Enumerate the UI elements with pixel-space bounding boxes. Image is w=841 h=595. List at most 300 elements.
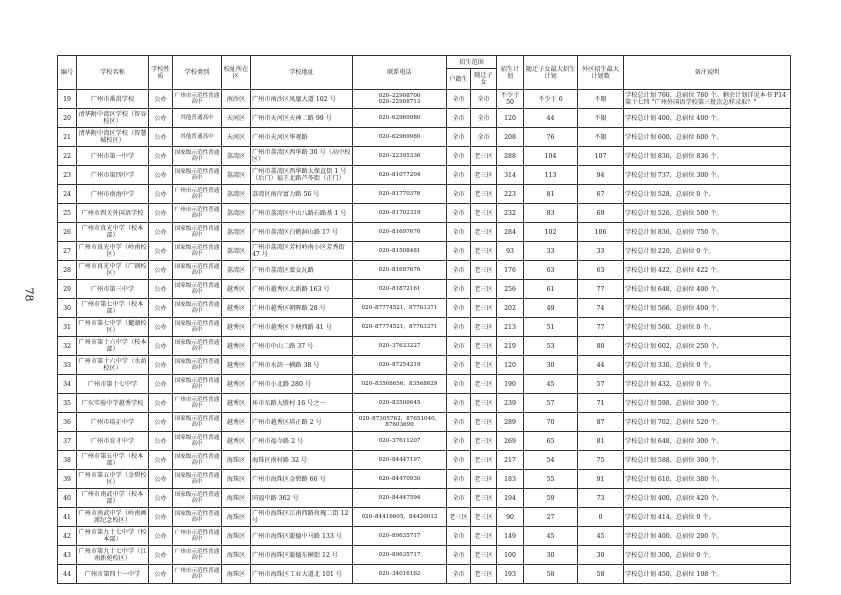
cell-nature: 公办 xyxy=(149,280,173,299)
cell-district: 海珠区 xyxy=(222,470,251,489)
header-district: 校址所在区 xyxy=(222,56,251,90)
cell-no: 43 xyxy=(58,546,77,565)
cell-plan: 193 xyxy=(497,565,524,584)
cell-no: 19 xyxy=(58,90,77,109)
cell-remarks: 学校总计划 648，总宿位 300 个。 xyxy=(624,432,791,451)
cell-nature: 公办 xyxy=(149,223,173,242)
cell-plan: 149 xyxy=(497,527,524,546)
cell-name: 广州市第十六中学（校本部） xyxy=(77,337,149,356)
cell-address: 广州市海珠区工业大道北 101 号 xyxy=(251,565,353,584)
cell-nature: 公办 xyxy=(149,166,173,185)
cell-address: 广州市越秀区培正路 2 号 xyxy=(251,413,353,432)
cell-remarks: 学校总计划 737，总宿位 300 个。 xyxy=(624,166,791,185)
cell-category: 国家级示范性普通高中 xyxy=(173,375,222,394)
cell-name: 广州市南武中学（岭南画派纪念校区） xyxy=(77,508,149,527)
cell-outside: 74 xyxy=(578,299,624,318)
cell-migrant-max: 102 xyxy=(524,223,578,242)
cell-hukou: 全市 xyxy=(447,565,471,584)
cell-category: 广州市示范性普通高中 xyxy=(173,90,222,109)
cell-hukou: 全市 xyxy=(447,318,471,337)
cell-migrant-max: 30 xyxy=(524,356,578,375)
header-scope: 招生范围 xyxy=(447,56,497,69)
cell-hukou: 全市 xyxy=(447,166,471,185)
cell-hukou: 全市 xyxy=(447,128,471,147)
cell-district: 越秀区 xyxy=(222,432,251,451)
cell-remarks: 学校总计划 400，总宿位 400 个。 xyxy=(624,109,791,128)
cell-category: 国家级示范性普通高中 xyxy=(173,280,222,299)
cell-phone: 020–81702319 xyxy=(353,204,447,223)
cell-outside: 30 xyxy=(578,546,624,565)
cell-migrant: 全市 xyxy=(471,90,497,109)
cell-migrant-max: 55 xyxy=(524,470,578,489)
cell-migrant-max: 49 xyxy=(524,299,578,318)
cell-remarks: 学校总计划 220，总宿位 0 个。 xyxy=(624,242,791,261)
cell-migrant-max: 70 xyxy=(524,413,578,432)
table-row xyxy=(58,451,791,470)
cell-district: 海珠区 xyxy=(222,546,251,565)
cell-name: 清华附中湾区学校（智慧城校区） xyxy=(77,128,149,147)
cell-name: 广州市第九十七中学（江南新苑校区） xyxy=(77,546,149,565)
cell-remarks: 学校总计划 414，总宿位 0 个。 xyxy=(624,508,791,527)
cell-migrant: 老三区 xyxy=(471,318,497,337)
cell-migrant: 老三区 xyxy=(471,299,497,318)
cell-phone: 020–81508481 xyxy=(353,242,447,261)
cell-migrant: 老三区 xyxy=(471,185,497,204)
cell-hukou: 全市 xyxy=(447,489,471,508)
cell-phone: 020–83500645 xyxy=(353,394,447,413)
table-row xyxy=(58,166,791,185)
cell-phone: 020–22908700 020–22908713 xyxy=(353,90,447,109)
cell-phone: 020–84447594 xyxy=(353,489,447,508)
cell-outside: 71 xyxy=(578,394,624,413)
cell-migrant: 老三区 xyxy=(471,527,497,546)
cell-nature: 公办 xyxy=(149,432,173,451)
cell-no: 20 xyxy=(58,109,77,128)
cell-no: 25 xyxy=(58,204,77,223)
header-no: 编号 xyxy=(58,56,77,90)
cell-district: 南沙区 xyxy=(222,90,251,109)
cell-migrant-max: 113 xyxy=(524,166,578,185)
cell-district: 荔湾区 xyxy=(222,147,251,166)
cell-plan: 217 xyxy=(497,451,524,470)
cell-plan: 90 xyxy=(497,508,524,527)
cell-hukou: 全市 xyxy=(447,432,471,451)
cell-category: 其他普通高中 xyxy=(173,128,222,147)
cell-plan: 223 xyxy=(497,185,524,204)
cell-no: 38 xyxy=(58,451,77,470)
cell-address: 广州市中山二路 37 号 xyxy=(251,337,353,356)
cell-no: 39 xyxy=(58,470,77,489)
cell-migrant-max: 30 xyxy=(524,546,578,565)
cell-remarks: 学校总计划 602，总宿位 250 个。 xyxy=(624,337,791,356)
cell-remarks: 学校总计划 598，总宿位 300 个。 xyxy=(624,394,791,413)
cell-migrant: 老三区 xyxy=(471,242,497,261)
cell-migrant: 老三区 xyxy=(471,413,497,432)
cell-remarks: 学校总计划 432，总宿位 0 个。 xyxy=(624,375,791,394)
table-body xyxy=(58,90,791,584)
cell-hukou: 全市 xyxy=(447,204,471,223)
cell-address: 广州市福今路 2 号 xyxy=(251,432,353,451)
cell-outside: 87 xyxy=(578,413,624,432)
table-row xyxy=(58,280,791,299)
cell-district: 海珠区 xyxy=(222,451,251,470)
cell-name: 广州市真光中学（岭南校区） xyxy=(77,242,149,261)
cell-plan: 208 xyxy=(497,128,524,147)
cell-phone: 020–89635717 xyxy=(353,546,447,565)
cell-name: 广州市育才中学 xyxy=(77,432,149,451)
cell-remarks: 学校总计划 610，总宿位 380 个。 xyxy=(624,470,791,489)
cell-phone: 020–37611207 xyxy=(353,432,447,451)
cell-category: 国家级示范性普通高中 xyxy=(173,223,222,242)
cell-hukou: 全市 xyxy=(447,451,471,470)
cell-plan: 232 xyxy=(497,204,524,223)
cell-nature: 公办 xyxy=(149,375,173,394)
cell-no: 36 xyxy=(58,413,77,432)
cell-hukou: 全市 xyxy=(447,527,471,546)
table-row xyxy=(58,223,791,242)
cell-hukou: 全市 xyxy=(447,109,471,128)
cell-hukou: 全市 xyxy=(447,470,471,489)
cell-hukou: 全市 xyxy=(447,394,471,413)
cell-district: 越秀区 xyxy=(222,337,251,356)
cell-remarks: 学校总计划 422，总宿位 422 个。 xyxy=(624,261,791,280)
cell-plan: 100 xyxy=(497,546,524,565)
table-row xyxy=(58,185,791,204)
table-row xyxy=(58,413,791,432)
cell-phone: 020–89635717 xyxy=(353,527,447,546)
cell-migrant-max: 33 xyxy=(524,242,578,261)
cell-plan: 120 xyxy=(497,356,524,375)
cell-migrant: 全市 xyxy=(471,109,497,128)
cell-outside: 33 xyxy=(578,242,624,261)
table-row xyxy=(58,261,791,280)
cell-hukou: 全市 xyxy=(447,299,471,318)
page-number: 78 xyxy=(22,287,36,302)
cell-nature: 公办 xyxy=(149,356,173,375)
table-row xyxy=(58,489,791,508)
cell-plan: 120 xyxy=(497,109,524,128)
cell-outside: 不限 xyxy=(578,128,624,147)
cell-name: 广州市南武中学（校本部） xyxy=(77,489,149,508)
cell-district: 海珠区 xyxy=(222,489,251,508)
cell-district: 越秀区 xyxy=(222,375,251,394)
cell-phone: 020–84470930 xyxy=(353,470,447,489)
cell-plan: 239 xyxy=(497,394,524,413)
cell-district: 荔湾区 xyxy=(222,261,251,280)
cell-nature: 公办 xyxy=(149,128,173,147)
cell-category: 国家级示范性普通高中 xyxy=(173,337,222,356)
cell-migrant-max: 27 xyxy=(524,508,578,527)
table-row xyxy=(58,242,791,261)
cell-phone: 020–62969980 xyxy=(353,109,447,128)
cell-name: 广州市第七中学（校本部） xyxy=(77,299,149,318)
cell-phone: 020–83568656，83568629 xyxy=(353,375,447,394)
cell-address: 广州市海珠区聪德东横街 12 号 xyxy=(251,546,353,565)
cell-migrant-max: 83 xyxy=(524,204,578,223)
cell-address: 广州市南沙区凤凰大道 102 号 xyxy=(251,90,353,109)
cell-remarks: 学校总计划 648，总宿位 400 个。 xyxy=(624,280,791,299)
cell-nature: 公办 xyxy=(149,90,173,109)
cell-no: 42 xyxy=(58,527,77,546)
cell-category: 广州市示范性普通高中 xyxy=(173,546,222,565)
cell-category: 国家级示范性普通高中 xyxy=(173,261,222,280)
cell-category: 国家级示范性普通高中 xyxy=(173,166,222,185)
cell-address: 广州市越秀区大新路 163 号 xyxy=(251,280,353,299)
cell-category: 国家级示范性普通高中 xyxy=(173,242,222,261)
cell-remarks: 学校总计划 300，总宿位 0 个。 xyxy=(624,546,791,565)
cell-plan: 183 xyxy=(497,470,524,489)
cell-migrant-max: 104 xyxy=(524,147,578,166)
cell-category: 国家级示范性普通高中 xyxy=(173,356,222,375)
table-row xyxy=(58,470,791,489)
cell-category: 广州市示范性普通高中 xyxy=(173,185,222,204)
cell-phone: 020–34016162 xyxy=(353,565,447,584)
cell-nature: 公办 xyxy=(149,565,173,584)
cell-phone: 020–81697676 xyxy=(353,261,447,280)
cell-category: 广州市示范性普通高中 xyxy=(173,204,222,223)
cell-name: 广州市真光中学（广钢校区） xyxy=(77,261,149,280)
header-phone: 联系电话 xyxy=(353,56,447,90)
cell-no: 28 xyxy=(58,261,77,280)
cell-plan: 176 xyxy=(497,261,524,280)
cell-hukou: 全市 xyxy=(447,337,471,356)
cell-no: 24 xyxy=(58,185,77,204)
table-row xyxy=(58,299,791,318)
cell-district: 荔湾区 xyxy=(222,185,251,204)
cell-address: 广州市天河区华观路 xyxy=(251,128,353,147)
cell-name: 广州市南海中学 xyxy=(77,185,149,204)
cell-nature: 公办 xyxy=(149,489,173,508)
cell-hukou: 老三区 xyxy=(447,508,471,527)
cell-name: 广州市第十六中学（水荫校区） xyxy=(77,356,149,375)
cell-category: 国家级示范性普通高中 xyxy=(173,413,222,432)
cell-address: 海珠区南村路 32 号 xyxy=(251,451,353,470)
cell-hukou: 全市 xyxy=(447,356,471,375)
cell-migrant: 老三区 xyxy=(471,394,497,413)
cell-phone: 020–87774521，87763371 xyxy=(353,299,447,318)
cell-plan: 256 xyxy=(497,280,524,299)
cell-phone: 020–81872161 xyxy=(353,280,447,299)
cell-address: 广州市海珠区金碧路 66 号 xyxy=(251,470,353,489)
cell-address: 同福中路 362 号 xyxy=(251,489,353,508)
cell-outside: 80 xyxy=(578,337,624,356)
cell-no: 29 xyxy=(58,280,77,299)
cell-migrant-max: 44 xyxy=(524,109,578,128)
cell-hukou: 全市 xyxy=(447,90,471,109)
cell-no: 31 xyxy=(58,318,77,337)
cell-nature: 公办 xyxy=(149,299,173,318)
cell-phone: 020–22395336 xyxy=(353,147,447,166)
cell-no: 22 xyxy=(58,147,77,166)
cell-district: 天河区 xyxy=(222,109,251,128)
cell-name: 广州市第九十七中学（校本部） xyxy=(77,527,149,546)
cell-address: 广州市海珠区江南西路玫瑰二街 12 号 xyxy=(251,508,353,527)
cell-district: 荔湾区 xyxy=(222,223,251,242)
cell-migrant: 老三区 xyxy=(471,546,497,565)
cell-outside: 不限 xyxy=(578,90,624,109)
cell-migrant: 老三区 xyxy=(471,508,497,527)
cell-hukou: 全市 xyxy=(447,223,471,242)
cell-migrant: 全市 xyxy=(471,128,497,147)
cell-migrant: 老三区 xyxy=(471,261,497,280)
cell-no: 37 xyxy=(58,432,77,451)
cell-plan: 213 xyxy=(497,318,524,337)
cell-address: 广州市荔湾区蒙女瓦路 xyxy=(251,261,353,280)
cell-nature: 公办 xyxy=(149,185,173,204)
cell-nature: 公办 xyxy=(149,470,173,489)
cell-category: 国家级示范性普通高中 xyxy=(173,299,222,318)
cell-plan: 190 xyxy=(497,375,524,394)
table-row xyxy=(58,565,791,584)
cell-outside: 67 xyxy=(578,185,624,204)
cell-name: 广州市第四十一中学 xyxy=(77,565,149,584)
cell-outside: 63 xyxy=(578,261,624,280)
cell-phone: 020–87254219 xyxy=(353,356,447,375)
cell-phone: 020–87774521，87763371 xyxy=(353,318,447,337)
cell-nature: 公办 xyxy=(149,508,173,527)
cell-outside: 0 xyxy=(578,508,624,527)
header-address: 学校地址 xyxy=(251,56,353,90)
table-row xyxy=(58,128,791,147)
header-migrant-max: 随迁子女最大招生计划 xyxy=(524,56,578,90)
cell-name: 广州市第七中学（麓湖校区） xyxy=(77,318,149,337)
cell-hukou: 全市 xyxy=(447,242,471,261)
table-row xyxy=(58,508,791,527)
cell-hukou: 全市 xyxy=(447,147,471,166)
cell-migrant-max: 59 xyxy=(524,489,578,508)
cell-migrant-max: 58 xyxy=(524,565,578,584)
cell-address: 广州市荔湾区西华路太保直街 1 号（后门）福王北路芦苓街（正门） xyxy=(251,166,353,185)
cell-nature: 公办 xyxy=(149,527,173,546)
cell-outside: 45 xyxy=(578,527,624,546)
cell-plan: 194 xyxy=(497,489,524,508)
cell-name: 广州市番禺学校 xyxy=(77,90,149,109)
cell-category: 其他普通高中 xyxy=(173,109,222,128)
cell-address: 广州市荔湾区芳村岭南小区芳秀街 47 号 xyxy=(251,242,353,261)
cell-migrant: 老三区 xyxy=(471,375,497,394)
cell-nature: 公办 xyxy=(149,413,173,432)
cell-name: 广州市第五中学（金碧校区） xyxy=(77,470,149,489)
cell-remarks: 学校总计划 836，总宿位 836 个。 xyxy=(624,147,791,166)
cell-district: 越秀区 xyxy=(222,413,251,432)
table-row xyxy=(58,204,791,223)
cell-outside: 77 xyxy=(578,318,624,337)
cell-outside: 75 xyxy=(578,451,624,470)
cell-migrant-max: 54 xyxy=(524,451,578,470)
cell-name: 广州市真光中学（校本部） xyxy=(77,223,149,242)
cell-hukou: 全市 xyxy=(447,546,471,565)
cell-migrant: 老三区 xyxy=(471,489,497,508)
cell-no: 40 xyxy=(58,489,77,508)
cell-phone: 020–84447197 xyxy=(353,451,447,470)
cell-category: 国家级示范性普通高中 xyxy=(173,318,222,337)
cell-category: 国家级示范性普通高中 xyxy=(173,470,222,489)
cell-migrant-max: 57 xyxy=(524,394,578,413)
cell-address: 广州市荔湾区中山八路石路基 1 号 xyxy=(251,204,353,223)
cell-no: 44 xyxy=(58,565,77,584)
cell-outside: 77 xyxy=(578,280,624,299)
header-scope-migrant: 随迁子女 xyxy=(471,69,497,90)
cell-outside: 58 xyxy=(578,565,624,584)
cell-address: 广州市天河区天神二路 99 号 xyxy=(251,109,353,128)
cell-address: 广州市海珠区聪德中马路 133 号 xyxy=(251,527,353,546)
cell-hukou: 全市 xyxy=(447,413,471,432)
cell-hukou: 全市 xyxy=(447,280,471,299)
cell-address: 广州市越秀区朝晖路 28 号 xyxy=(251,299,353,318)
cell-district: 越秀区 xyxy=(222,394,251,413)
cell-hukou: 全市 xyxy=(447,261,471,280)
table-row xyxy=(58,337,791,356)
cell-outside: 44 xyxy=(578,356,624,375)
cell-remarks: 学校总计划 702，总宿位 520 个。 xyxy=(624,413,791,432)
cell-plan: 269 xyxy=(497,432,524,451)
header-remarks: 备注说明 xyxy=(624,56,791,90)
header-category: 学校类别 xyxy=(173,56,222,90)
cell-address: 环市东路大胜村 16 号之一 xyxy=(251,394,353,413)
cell-migrant-max: 76 xyxy=(524,128,578,147)
cell-migrant: 老三区 xyxy=(471,204,497,223)
cell-district: 海珠区 xyxy=(222,565,251,584)
cell-no: 30 xyxy=(58,299,77,318)
table-row xyxy=(58,546,791,565)
cell-name: 广州市第四中学 xyxy=(77,166,149,185)
cell-plan: 289 xyxy=(497,413,524,432)
cell-phone: 020–81077204 xyxy=(353,166,447,185)
cell-hukou: 全市 xyxy=(447,185,471,204)
cell-remarks: 学校总计划 400，总宿位 420 个。 xyxy=(624,489,791,508)
cell-category: 广州市示范性普通高中 xyxy=(173,565,222,584)
cell-nature: 公办 xyxy=(149,261,173,280)
cell-migrant: 老三区 xyxy=(471,223,497,242)
table-row xyxy=(58,356,791,375)
cell-category: 广州市示范性普通高中 xyxy=(173,527,222,546)
cell-nature: 公办 xyxy=(149,318,173,337)
cell-outside: 不限 xyxy=(578,109,624,128)
cell-plan: 不少于 50 xyxy=(497,90,524,109)
cell-plan: 314 xyxy=(497,166,524,185)
cell-district: 越秀区 xyxy=(222,356,251,375)
cell-remarks: 学校总计划 330，总宿位 0 个。 xyxy=(624,356,791,375)
cell-address: 广州市荔湾区西华路 30 号（高中校区） xyxy=(251,147,353,166)
cell-outside: 91 xyxy=(578,470,624,489)
cell-outside: 106 xyxy=(578,223,624,242)
cell-plan: 284 xyxy=(497,223,524,242)
cell-migrant: 老三区 xyxy=(471,451,497,470)
cell-outside: 107 xyxy=(578,147,624,166)
cell-remarks: 学校总计划 526，总宿位 500 个。 xyxy=(624,204,791,223)
cell-name: 广州市第一中学 xyxy=(77,147,149,166)
cell-migrant-max: 65 xyxy=(524,432,578,451)
header-outside-max: 外区招生最大计划数 xyxy=(578,56,624,90)
cell-migrant: 老三区 xyxy=(471,337,497,356)
cell-nature: 公办 xyxy=(149,451,173,470)
cell-district: 荔湾区 xyxy=(222,242,251,261)
cell-migrant-max: 51 xyxy=(524,318,578,337)
cell-remarks: 学校总计划 600，总宿位 600 个。 xyxy=(624,128,791,147)
cell-address: 广州市越秀区下塘西路 41 号 xyxy=(251,318,353,337)
cell-name: 广州市西关外国语学校 xyxy=(77,204,149,223)
cell-phone: 020–81697676 xyxy=(353,223,447,242)
header-scope-hukou: 户籍生 xyxy=(447,69,471,90)
cell-nature: 公办 xyxy=(149,109,173,128)
cell-category: 国家级示范性普通高中 xyxy=(173,451,222,470)
header-nature: 学校性质 xyxy=(149,56,173,90)
cell-category: 国家级示范性普通高中 xyxy=(173,432,222,451)
cell-outside: 94 xyxy=(578,166,624,185)
cell-phone: 020–37633227 xyxy=(353,337,447,356)
cell-category: 广州市示范性普通高中 xyxy=(173,394,222,413)
cell-district: 越秀区 xyxy=(222,318,251,337)
